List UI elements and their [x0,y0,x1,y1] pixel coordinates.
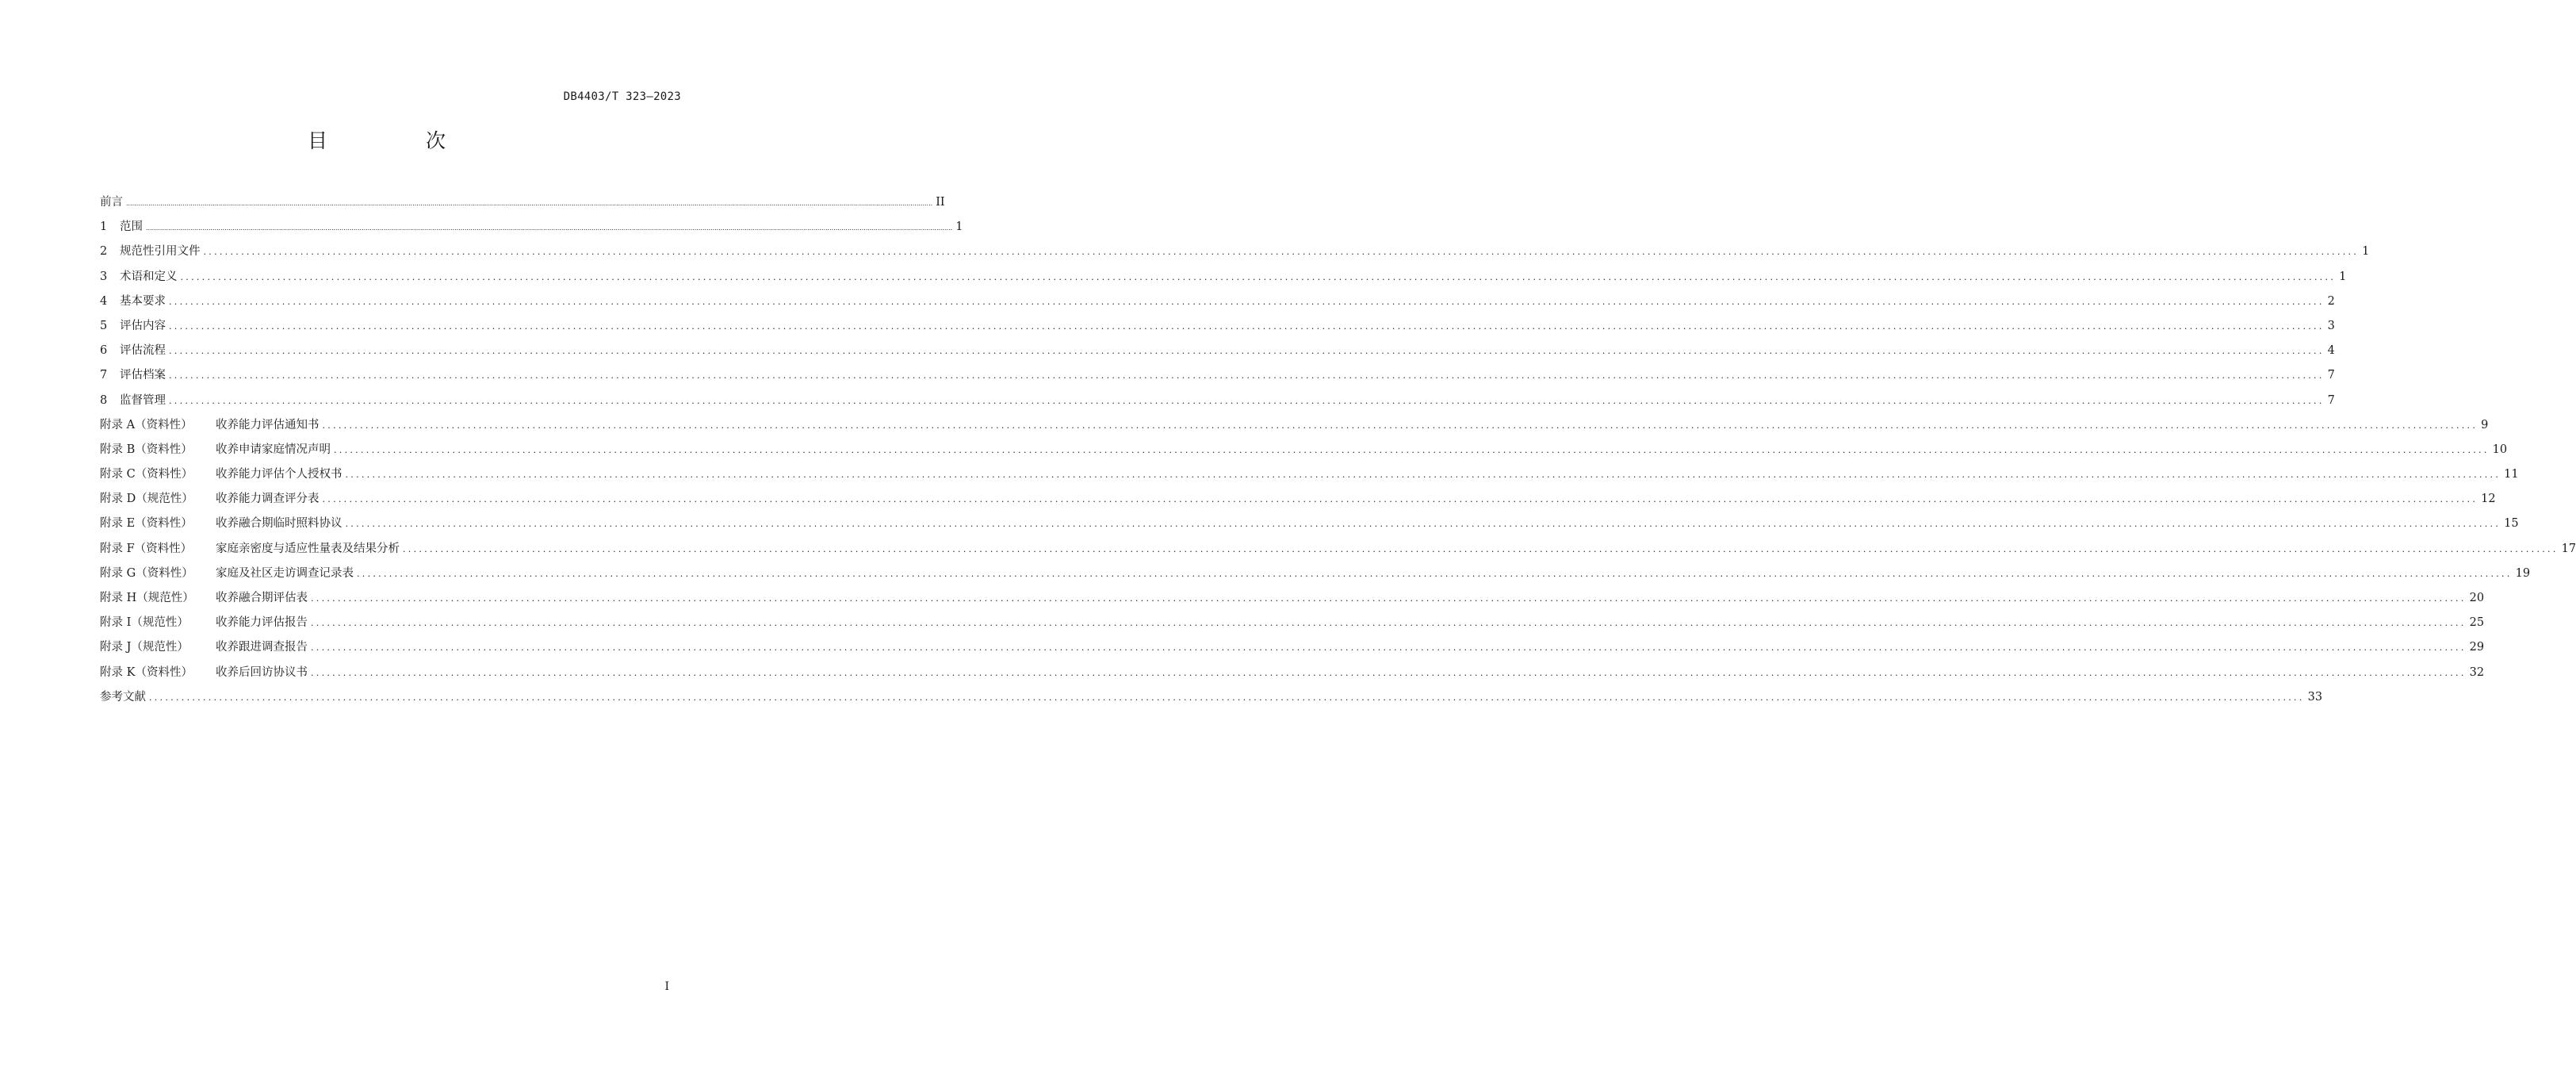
toc-appendix-tag: 附录 J（规范性） [100,641,189,654]
toc-entry-label [100,265,178,290]
toc-entry[interactable] [100,389,2335,413]
toc-section-number: 2 [100,245,108,259]
toc-entry[interactable] [100,611,2485,635]
toc-entry[interactable] [100,537,2576,562]
toc-entry-title: 收养融合期临时照料协议 [216,517,343,531]
toc-entry-title: 收养跟进调查报告 [216,641,308,654]
toc-entry-label [100,438,331,462]
toc-page-number: 20 [2469,592,2485,604]
toc-entry-label [100,339,166,363]
toc-entry[interactable] [100,363,2335,388]
toc-page-number: 1 [2339,270,2347,283]
toc-entry-label [100,685,146,710]
toc-section-number: 8 [100,393,108,407]
toc-appendix-tag: 附录 B（资料性） [100,443,193,456]
toc-leader-dots: ................................................................................................................................................................................................................................................................................................................................................................................................................ [403,543,2559,554]
toc-leader-dots: ................................................................................................................................................................................................................................................................................................................................................................................................................ [322,494,2478,505]
toc-leader-dots: ................................................................................................................................................................................................................................................................................................................................................................................................................ [345,470,2501,481]
toc-entry-label [100,413,320,438]
toc-leader-dots: ................................................................................................................................................................................................................................................................................................................................................................................................................ [311,642,2467,654]
page-number: I [664,980,669,993]
toc-page-number: 1 [955,220,963,234]
toc-entry-label [100,611,308,635]
toc-leader-dots: ................................................................................................................................................................................................................................................................................................................................................................................................................ [169,320,2325,332]
toc-appendix-tag: 附录 C（资料性） [100,468,193,481]
toc-entry-title: 收养能力评估通知书 [216,418,320,431]
toc-entry-title: 评估内容 [120,319,166,332]
toc-appendix-tag: 附录 G（资料性） [100,566,193,580]
toc-leader-dots: ................................................................................................................................................................................................................................................................................................................................................................................................................ [126,200,933,207]
toc-page-number: 15 [2504,517,2519,531]
toc-entry-title: 监督管理 [120,393,166,407]
toc-page-number: 19 [2515,566,2531,580]
toc-entry[interactable] [100,462,2519,487]
toc-page-number: 25 [2469,616,2485,630]
toc-entry[interactable] [100,290,2335,314]
toc-entry-title: 范围 [120,220,143,234]
page-title: 目 次 [308,129,492,152]
toc-page-number: II [936,196,945,209]
toc-entry-title: 家庭及社区走访调查记录表 [216,566,354,580]
document-code: DB4403/T 323—2023 [563,90,681,103]
table-of-contents [100,190,2576,710]
toc-leader-dots: ................................................................................................................................................................................................................................................................................................................................................................................................................ [322,420,2478,431]
toc-page-number: 9 [2481,418,2489,431]
toc-leader-dots: ................................................................................................................................................................................................................................................................................................................................................................................................................ [169,296,2325,307]
toc-entry-label [100,512,343,536]
toc-leader-dots: ................................................................................................................................................................................................................................................................................................................................................................................................................ [311,618,2467,629]
toc-entry[interactable] [100,487,2496,512]
toc-entry-title: 收养申请家庭情况声明 [216,443,331,456]
toc-leader-dots: ................................................................................................................................................................................................................................................................................................................................................................................................................ [357,568,2513,579]
toc-page-number: 10 [2492,443,2508,456]
toc-entry-title: 收养能力评估个人授权书 [216,468,343,481]
toc-entry-title: 前言 [100,196,123,209]
toc-section-number: 1 [100,220,108,234]
toc-leader-dots: ................................................................................................................................................................................................................................................................................................................................................................................................................ [311,667,2467,678]
toc-appendix-tag: 附录 A（资料性） [100,418,193,431]
toc-entry-label [100,190,123,215]
toc-entry-title: 基本要求 [120,294,166,308]
toc-entry[interactable] [100,562,2531,586]
toc-appendix-tag: 附录 H（规范性） [100,592,194,604]
toc-entry[interactable] [100,685,2323,710]
toc-entry-title: 家庭亲密度与适应性量表及结果分析 [216,542,400,555]
toc-entry[interactable] [100,314,2335,339]
toc-page-number: 4 [2327,344,2335,358]
toc-section-number: 7 [100,369,108,382]
toc-entry[interactable] [100,413,2489,438]
toc-section-number: 4 [100,294,108,308]
toc-entry-title: 收养能力调查评分表 [216,493,320,506]
toc-entry-title: 术语和定义 [120,270,178,283]
toc-entry[interactable] [100,215,963,240]
toc-section-number: 6 [100,344,108,358]
toc-section-number: 5 [100,319,108,332]
toc-entry-label [100,487,320,512]
toc-page-number: 33 [2307,690,2323,704]
toc-entry-label [100,215,143,240]
toc-page-number: 3 [2327,319,2335,332]
toc-entry-title: 收养后回访协议书 [216,665,308,679]
toc-leader-dots: ................................................................................................................................................................................................................................................................................................................................................................................................................ [311,593,2467,604]
toc-entry[interactable] [100,265,2347,290]
toc-entry-title: 参考文献 [100,690,146,704]
toc-entry-title: 收养融合期评估表 [216,592,308,604]
toc-leader-dots: ................................................................................................................................................................................................................................................................................................................................................................................................................ [149,692,2305,703]
toc-appendix-tag: 附录 F（资料性） [100,542,193,555]
toc-entry[interactable] [100,240,2370,264]
toc-page-number: 7 [2327,369,2335,382]
toc-entry-label [100,537,400,562]
toc-entry[interactable] [100,661,2485,685]
toc-page-number: 12 [2481,493,2496,506]
toc-entry-title: 评估流程 [120,344,166,358]
toc-entry[interactable] [100,512,2519,536]
toc-entry[interactable] [100,586,2485,611]
toc-entry-label [100,240,201,264]
toc-appendix-tag: 附录 E（资料性） [100,517,193,531]
toc-section-number: 3 [100,270,108,283]
toc-leader-dots: ................................................................................................................................................................................................................................................................................................................................................................................................................ [203,247,2360,258]
toc-leader-dots: ................................................................................................................................................................................................................................................................................................................................................................................................................ [334,444,2490,455]
toc-leader-dots: ................................................................................................................................................................................................................................................................................................................................................................................................................ [169,346,2325,357]
toc-entry-label [100,562,354,586]
toc-page-number: 29 [2469,641,2485,654]
toc-page-number: 11 [2504,468,2519,481]
toc-entry-title: 收养能力评估报告 [216,616,308,630]
toc-page-number: 17 [2561,542,2576,555]
toc-entry-label [100,314,166,339]
toc-entry-label [100,635,308,660]
toc-leader-dots: ................................................................................................................................................................................................................................................................................................................................................................................................................ [345,519,2501,530]
toc-entry[interactable] [100,339,2335,363]
toc-entry[interactable] [100,635,2485,660]
toc-entry-title: 规范性引用文件 [120,245,201,259]
toc-entry-label [100,586,308,611]
toc-entry-title: 评估档案 [120,369,166,382]
toc-leader-dots: ................................................................................................................................................................................................................................................................................................................................................................................................................ [146,224,953,232]
toc-entry-label [100,389,166,413]
toc-leader-dots: ................................................................................................................................................................................................................................................................................................................................................................................................................ [169,370,2325,382]
toc-leader-dots: ................................................................................................................................................................................................................................................................................................................................................................................................................ [169,395,2325,406]
toc-page-number: 2 [2327,294,2335,308]
toc-leader-dots: ................................................................................................................................................................................................................................................................................................................................................................................................................ [180,271,2337,282]
toc-entry[interactable] [100,190,945,215]
toc-entry-label [100,290,166,314]
toc-entry-label [100,462,343,487]
toc-entry-label [100,661,308,685]
toc-entry[interactable] [100,438,2508,462]
toc-entry-label [100,363,166,388]
toc-page-number: 7 [2327,393,2335,407]
toc-page-number: 1 [2362,245,2370,259]
toc-appendix-tag: 附录 K（资料性） [100,665,193,679]
toc-appendix-tag: 附录 I（规范性） [100,616,189,630]
toc-page-number: 32 [2469,665,2485,679]
toc-appendix-tag: 附录 D（规范性） [100,493,193,506]
